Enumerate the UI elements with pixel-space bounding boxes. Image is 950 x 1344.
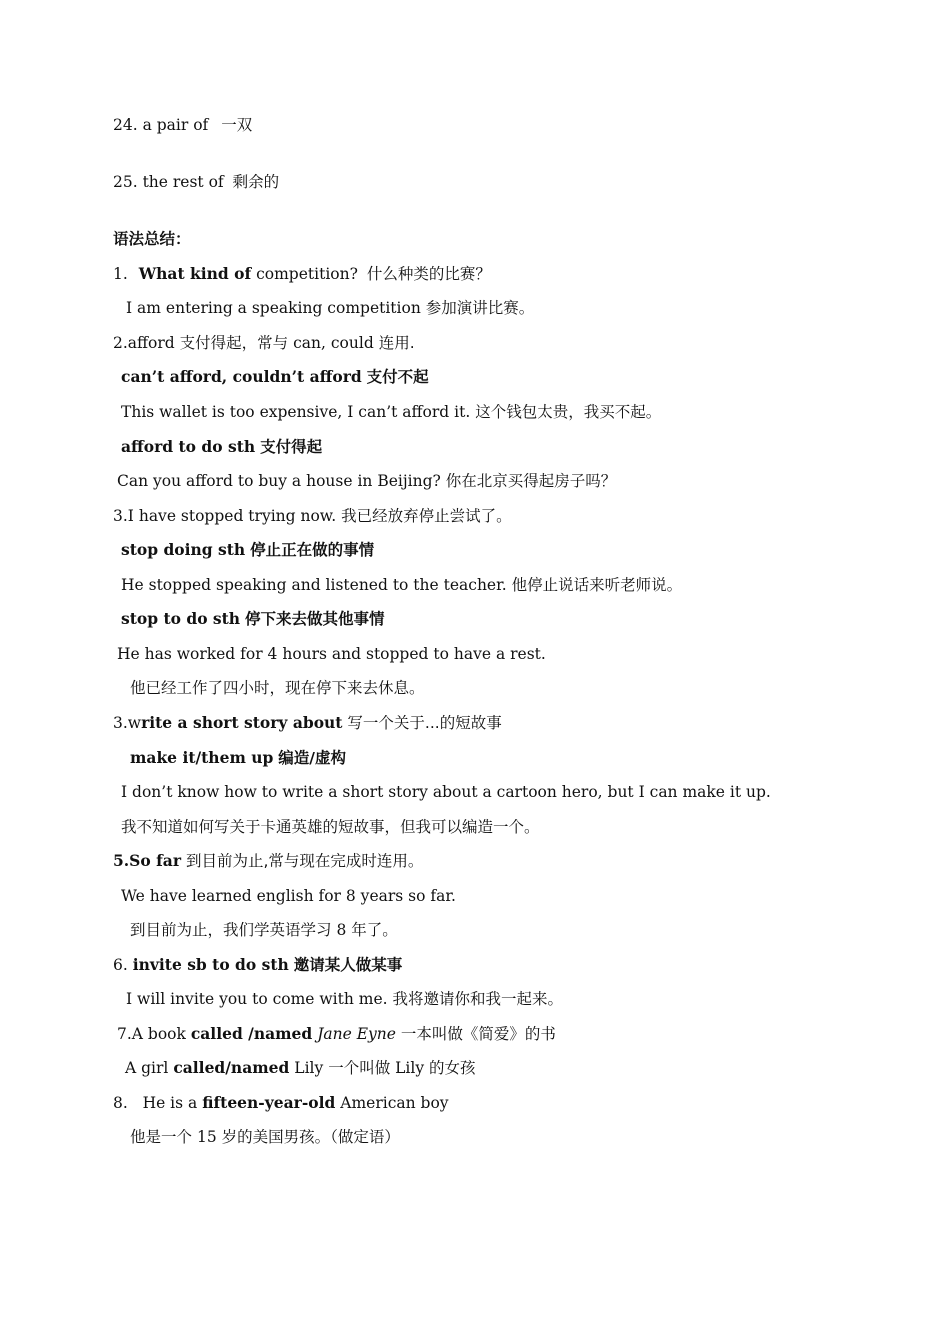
key-phrase-line: [121, 367, 429, 387]
point-number: 3.w: [113, 714, 142, 732]
grammar-point-5: [113, 851, 423, 871]
chinese-text: 到目前为止，我们学英语学习: [130, 921, 332, 939]
english-text: A girl: [125, 1059, 169, 1077]
english-text: competition?: [256, 265, 358, 283]
key-phrase-line: [121, 609, 385, 629]
english-text: Lily: [294, 1059, 324, 1077]
chinese-text: 参加演讲比赛。: [425, 299, 535, 317]
chinese-meaning: 一双: [221, 116, 253, 134]
key-phrase: invite sb to do sth: [132, 955, 289, 974]
key-phrase: What kind of: [138, 264, 252, 283]
key-phrase: 5.So far: [113, 851, 181, 870]
example-sentence: We have learned english for 8 years so far.: [121, 887, 456, 905]
book-title: Jane Eyne: [317, 1025, 396, 1043]
english-text: 7.A book: [117, 1025, 186, 1043]
english-text: Can you afford to buy a house in Beijing?: [117, 472, 441, 490]
example-translation: [130, 1127, 400, 1147]
point-number: 1.: [113, 265, 128, 283]
key-phrase: fifteen-year-old: [202, 1093, 336, 1112]
chinese-meaning: 支付得起: [260, 438, 323, 456]
chinese-text: 他是一个: [130, 1128, 193, 1146]
example-translation: 我不知道如何写关于卡通英雄的短故事，但我可以编造一个。: [121, 818, 540, 836]
vocab-item-24: [113, 115, 252, 135]
chinese-text: 他停止说话来听老师说。: [511, 576, 683, 594]
example-sentence: [126, 989, 563, 1009]
key-phrase: stop doing sth: [121, 540, 246, 559]
example-sentence: [126, 298, 534, 318]
grammar-point-7: [117, 1024, 556, 1044]
grammar-point-6: [113, 955, 402, 975]
example-sentence: [121, 402, 661, 422]
chinese-meaning: 剩余的: [232, 173, 280, 191]
chinese-text: 的女孩: [429, 1059, 476, 1077]
english-text: Lily: [395, 1059, 425, 1077]
english-text: This wallet is too expensive, I can’t afford it.: [121, 403, 471, 421]
example-sentence: [117, 471, 616, 491]
chinese-meaning: 邀请某人做某事: [293, 956, 403, 974]
grammar-summary-heading: 语法总结：: [113, 230, 191, 248]
key-phrase-line: [121, 437, 322, 457]
grammar-point-1: [113, 264, 491, 284]
vocab-item-25: [113, 172, 279, 192]
chinese-text: 年了。: [351, 921, 398, 939]
chinese-text: 一本叫做《简爱》的书: [400, 1025, 556, 1043]
english-text: can, could: [293, 334, 374, 352]
english-text: 2.afford: [113, 334, 175, 352]
example-sentence: [121, 575, 682, 595]
key-phrase: make it/them up: [130, 748, 274, 767]
chinese-text: 连用.: [378, 334, 415, 352]
key-phrase: afford to do sth: [121, 437, 256, 456]
english-text: I am entering a speaking competition: [126, 299, 421, 317]
example-translation: 他已经工作了四小时，现在停下来去休息。: [130, 679, 425, 697]
key-phrase: can’t afford, couldn’t afford: [121, 367, 362, 386]
number-text: 8: [336, 921, 347, 939]
chinese-meaning: 写一个关于...的短故事: [347, 714, 502, 732]
point-number: 6.: [113, 956, 128, 974]
english-text: 8. He is a: [113, 1094, 198, 1112]
grammar-point-8: [113, 1093, 449, 1113]
english-text: He stopped speaking and listened to the teacher.: [121, 576, 507, 594]
example-sentence: [125, 1058, 476, 1078]
grammar-point-4: [113, 713, 502, 733]
chinese-text: 这个钱包太贵，我买不起。: [475, 403, 662, 421]
chinese-meaning: 停下来去做其他事情: [245, 610, 385, 628]
example-sentence: I don’t know how to write a short story about a cartoon hero, but I can make it up.: [121, 783, 771, 801]
chinese-text: 什么种类的比赛？: [366, 265, 491, 283]
english-text: American boy: [340, 1094, 449, 1112]
chinese-meaning: 停止正在做的事情: [250, 541, 375, 559]
key-phrase: rite a short story about: [141, 713, 343, 732]
example-translation: [130, 920, 398, 940]
chinese-text: 你在北京买得起房子吗？: [445, 472, 617, 490]
english-phrase: 25. the rest of: [113, 173, 224, 191]
chinese-text: 我将邀请你和我一起来。: [392, 990, 564, 1008]
example-sentence: He has worked for 4 hours and stopped to have a rest.: [117, 645, 546, 663]
english-text: I will invite you to come with me.: [126, 990, 388, 1008]
chinese-text: 到目前为止,常与现在完成时连用。: [185, 852, 424, 870]
grammar-point-3: [113, 506, 512, 526]
grammar-point-2: [113, 333, 415, 353]
key-phrase: stop to do sth: [121, 609, 241, 628]
chinese-meaning: 编造/虚构: [278, 749, 346, 767]
number-text: 15: [196, 1128, 217, 1146]
english-phrase: 24. a pair of: [113, 116, 209, 134]
chinese-text: 一个叫做: [328, 1059, 391, 1077]
chinese-text: 支付得起，常与: [179, 334, 289, 352]
chinese-text: 我已经放弃停止尝试了。: [341, 507, 512, 525]
chinese-meaning: 支付不起: [366, 368, 429, 386]
key-phrase-line: [130, 748, 346, 768]
english-text: 3.I have stopped trying now.: [113, 507, 337, 525]
chinese-text: 岁的美国男孩。（做定语）: [221, 1128, 400, 1146]
key-phrase: called/named: [173, 1058, 290, 1077]
key-phrase: called /named: [190, 1024, 313, 1043]
key-phrase-line: [121, 540, 374, 560]
